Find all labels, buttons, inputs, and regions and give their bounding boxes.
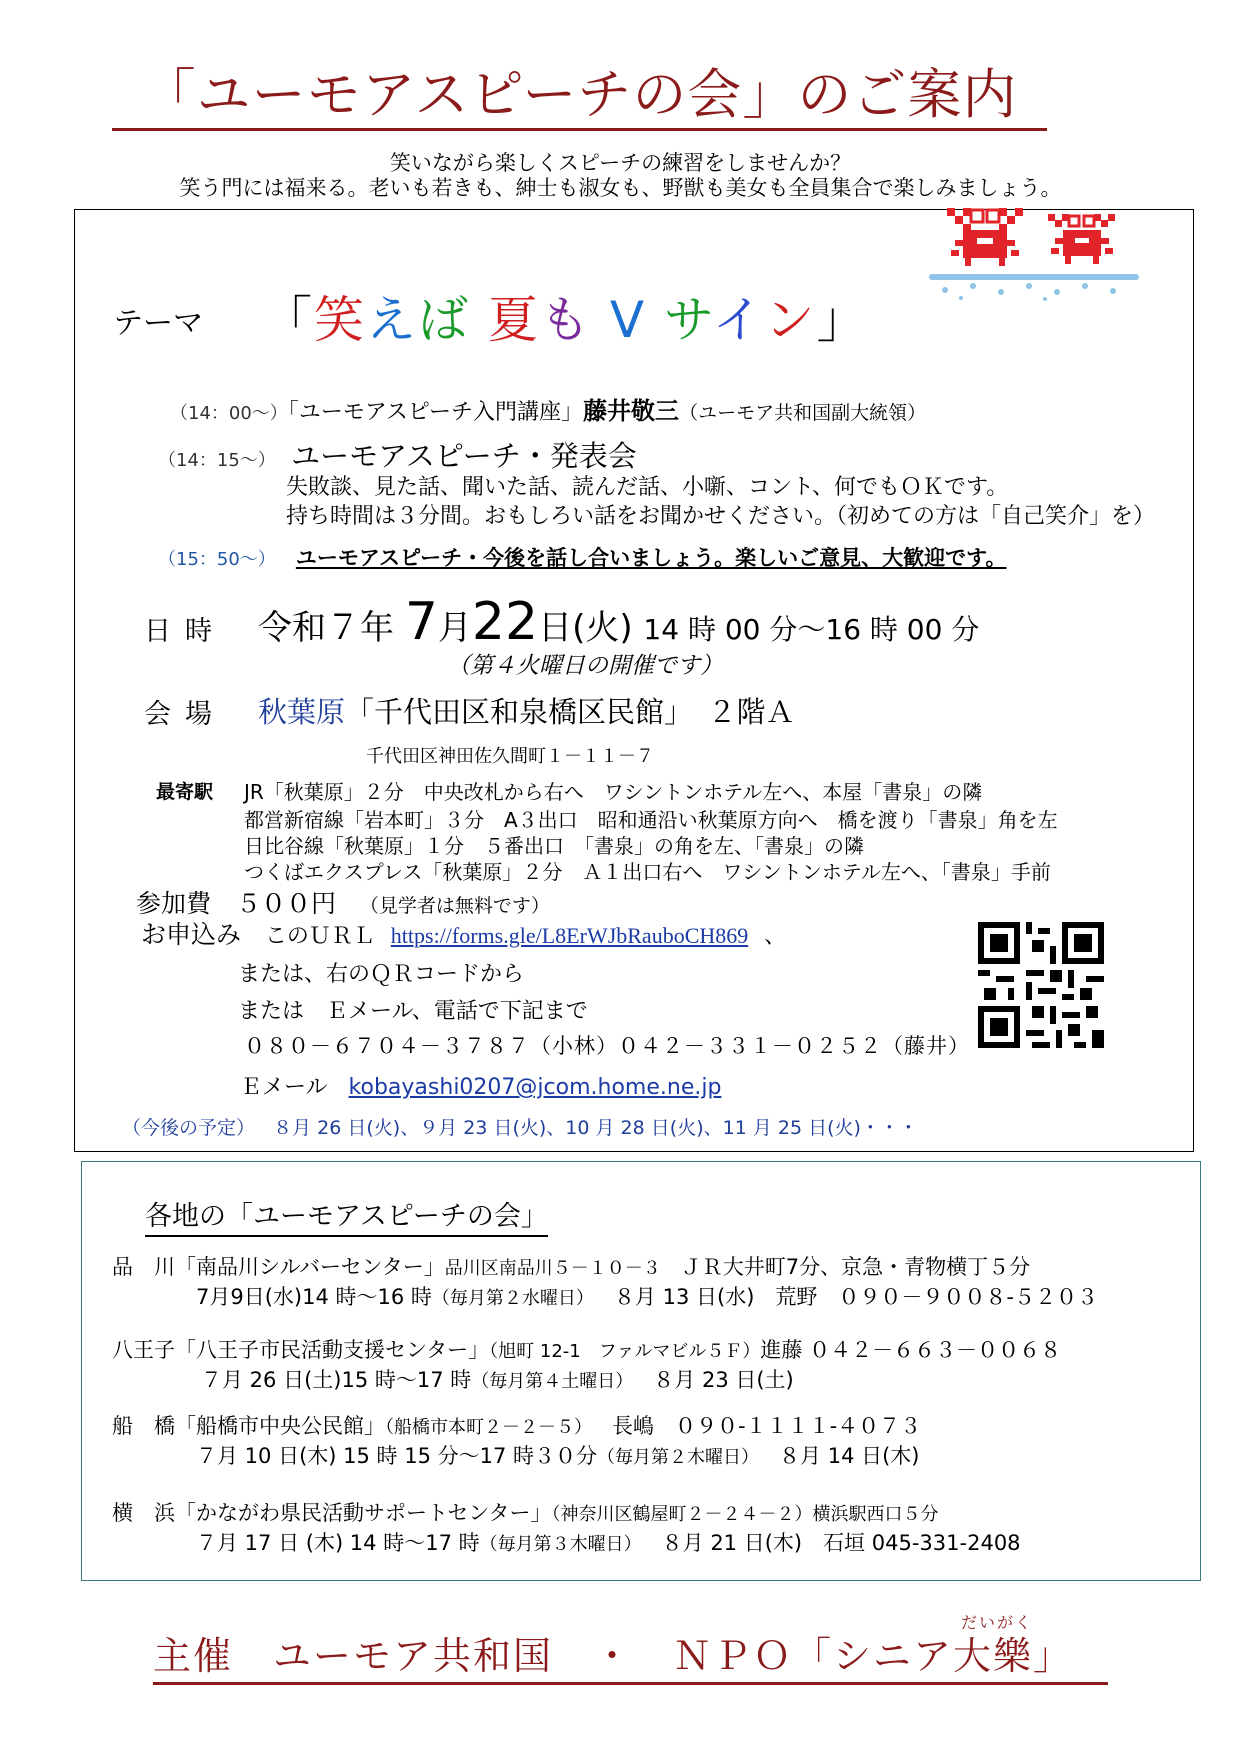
region-note: （毎月第４土曜日） [471, 1371, 634, 1392]
theme-char: え [366, 291, 418, 349]
region-name: 品 川「南品川シルバーセンター」 [112, 1255, 445, 1279]
region-access: ＪＲ大井町7分、京急・青物横丁５分 [680, 1255, 1031, 1279]
crab-icon [1048, 214, 1115, 264]
apply-qr-text: または、右のＱＲコードから [238, 962, 525, 987]
schedule-title: ユーモアスピーチ・発表会 [291, 439, 637, 473]
region-hachioji [112, 1334, 1061, 1364]
date-label: 日時 [144, 616, 226, 647]
station-line: 都営新宿線「岩本町」３分 A３出口 昭和通沿い秋葉原方向へ 橋を渡り「書泉」角を左 [244, 808, 1058, 832]
theme-char: イ [712, 291, 765, 349]
region-address: （旭町 12-1 ファルマビル５Ｆ） [489, 1341, 761, 1362]
region-name: 船 橋「船橋市中央公民館」 [112, 1414, 385, 1438]
region-next: ８月 23 日(土) [653, 1368, 794, 1392]
region-contact: 長嶋 ０９０-１１１１-４０７３ [612, 1414, 922, 1438]
apply-url-link[interactable]: https://forms.gle/L8ErWJbRauboCH869 [390, 923, 749, 948]
region-address: 品川区南品川５－１０－３ [444, 1258, 661, 1279]
future-schedule [122, 1113, 918, 1140]
region-time: ７月 17 日 (木) 14 時～17 時 [196, 1531, 480, 1555]
future-label: （今後の予定） [122, 1117, 256, 1139]
schedule-title: 「ユーモアスピーチ入門講座」 [287, 400, 584, 425]
region-address: （船橋市本町２－２－５） [385, 1417, 592, 1438]
theme-char: V [609, 291, 647, 349]
station-line: つくばエクスプレス「秋葉原」２分 Ａ１出口右へ ワシントンホテル左へ、「書泉」手前 [244, 860, 1051, 884]
station-line: 日比谷線「秋葉原」１分 ５番出口 「書泉」の角を左、「書泉」の隣 [244, 834, 864, 858]
water-icon [929, 274, 1139, 301]
schedule-desc-2: 持ち時間は３分間。おもしろい話をお聞かせください。（初めての方は「自己笑介」を） [286, 504, 1156, 529]
date-era: 令和７年 [258, 608, 394, 648]
schedule-text: ユーモアスピーチ・今後を話し合いましょう。楽しいご意見、大歓迎です。 [295, 546, 1007, 570]
region-note: （毎月第３木曜日） [479, 1534, 642, 1555]
region-name: 横 浜「かながわ県民活動サポートセンター」 [112, 1501, 552, 1525]
region-time: ７月 26 日(土)15 時～17 時 [201, 1368, 472, 1392]
schedule-item-3 [158, 542, 1006, 572]
crab-illustration [925, 196, 1150, 306]
schedule-time: （14：15～） [158, 450, 276, 471]
theme-char: サ [663, 291, 713, 349]
venue-address: 千代田区神田佐久間町１－１１－７ [366, 746, 654, 767]
email-label: Ｅメール [240, 1075, 328, 1100]
region-next: ８月 13 日(水) 荒野 ０９０－９００８-５２０３ [613, 1285, 1098, 1309]
ruby-reading: だいがく [961, 1613, 1034, 1632]
station-line: JR「秋葉原」２分 中央改札から右へ ワシントンホテル左へ、本屋「書泉」の隣 [244, 780, 983, 804]
qr-code-icon[interactable] [978, 922, 1104, 1048]
fee-label: 参加費 ５００円 [136, 889, 337, 918]
future-dates: ８月 26 日(火)、９月 23 日(火)、10 月 28 日(火)、11 月 25 日(火)・・・ [273, 1117, 918, 1139]
region-time: 7月9日(水)14 時～16 時 [196, 1285, 432, 1309]
apply-url-prefix: このＵＲＬ [264, 924, 375, 949]
theme-char: ば [418, 291, 470, 349]
region-name: 八王子「八王子市民活動支援センター」 [112, 1338, 490, 1362]
schedule-time: （15：50～） [158, 549, 276, 570]
theme-char: ン [764, 291, 817, 349]
region-note: （毎月第２水曜日） [431, 1288, 594, 1309]
region-time: ７月 10 日(木) 15 時 15 分～17 時３０分 [196, 1444, 597, 1468]
schedule-item-1 [170, 391, 926, 426]
speaker-name: 藤井敬三 [583, 397, 680, 425]
theme-bracket-open: 「 [262, 291, 314, 349]
region-shinagawa [112, 1251, 1030, 1281]
region-hachioji-schedule [201, 1364, 794, 1394]
regional-title: 各地の「ユーモアスピーチの会」 [145, 1194, 548, 1237]
host-line: 主催 ユーモア共和国 ・ ＮＰＯ「シニア大樂」 [153, 1630, 1108, 1685]
date-month-unit: 月 [437, 608, 472, 648]
region-next: ８月 14 日(木) [779, 1444, 920, 1468]
date-month: 7 [404, 592, 438, 652]
apply-contact-text: または Ｅメール、電話で下記まで [238, 999, 588, 1024]
date-day: 22 [471, 592, 539, 652]
theme-char: も [539, 291, 592, 349]
theme-title [262, 280, 868, 352]
venue-area: 秋葉原 [258, 695, 346, 729]
email-link[interactable]: kobayashi0207@jcom.home.ne.jp [348, 1075, 722, 1100]
theme-bracket-close: 」 [816, 291, 869, 349]
venue-label: 会場 [144, 699, 226, 730]
schedule-time: （14：00～） [170, 403, 288, 424]
event-date [258, 592, 979, 652]
speaker-note: （ユーモア共和国副大統領） [679, 402, 927, 424]
page-title: 「ユーモアスピーチの会」のご案内 [112, 62, 1047, 131]
theme-char: 笑 [314, 291, 366, 349]
date-note: （第４火曜日の開催です） [447, 653, 723, 679]
station-label: 最寄駅 [156, 781, 214, 803]
fee-note: （見学者は無料です） [359, 895, 550, 917]
venue [258, 690, 795, 731]
apply-url-suffix: 、 [764, 924, 787, 949]
schedule-desc-1: 失敗談、見た話、聞いた話、読んだ話、小噺、コント、何でもＯＫです。 [286, 475, 1009, 500]
venue-name: 「千代田区和泉橋区民館」 ２階Ａ [345, 695, 795, 729]
region-yokohama [112, 1497, 939, 1527]
date-time: 14 時 00 分～16 時 00 分 [643, 613, 980, 646]
phone-numbers: ０８０－６７０４－３７８７（小林）０４２－３３１－０２５２（藤井） [244, 1034, 970, 1058]
region-yokohama-schedule [196, 1527, 1021, 1557]
apply [141, 915, 786, 951]
region-funabashi-schedule [196, 1440, 920, 1470]
region-contact: 進藤 ０４２－６６３－００６８ [760, 1338, 1062, 1362]
region-shinagawa-schedule [196, 1281, 1098, 1311]
region-note: （毎月第２木曜日） [597, 1447, 759, 1468]
subtitle-1: 笑いながら楽しくスピーチの練習をしませんか？ [389, 151, 852, 175]
date-day-unit: 日(火) [538, 608, 633, 648]
schedule-item-2 [158, 434, 637, 475]
theme-char: 夏 [487, 291, 540, 349]
region-next: ８月 21 日(木) 石垣 045-331-2408 [661, 1531, 1021, 1555]
apply-label: お申込み [141, 920, 242, 949]
region-funabashi [112, 1410, 921, 1440]
subtitle-2: 笑う門には福来る。老いも若きも、紳士も淑女も、野獣も美女も全員集合で楽しみましょう。 [179, 176, 1062, 200]
crab-icon [947, 208, 1023, 266]
theme-label: テーマ [113, 306, 203, 341]
email-row [240, 1070, 721, 1101]
region-address: （神奈川区鶴屋町２－２４－２）横浜駅西口５分 [551, 1504, 939, 1525]
